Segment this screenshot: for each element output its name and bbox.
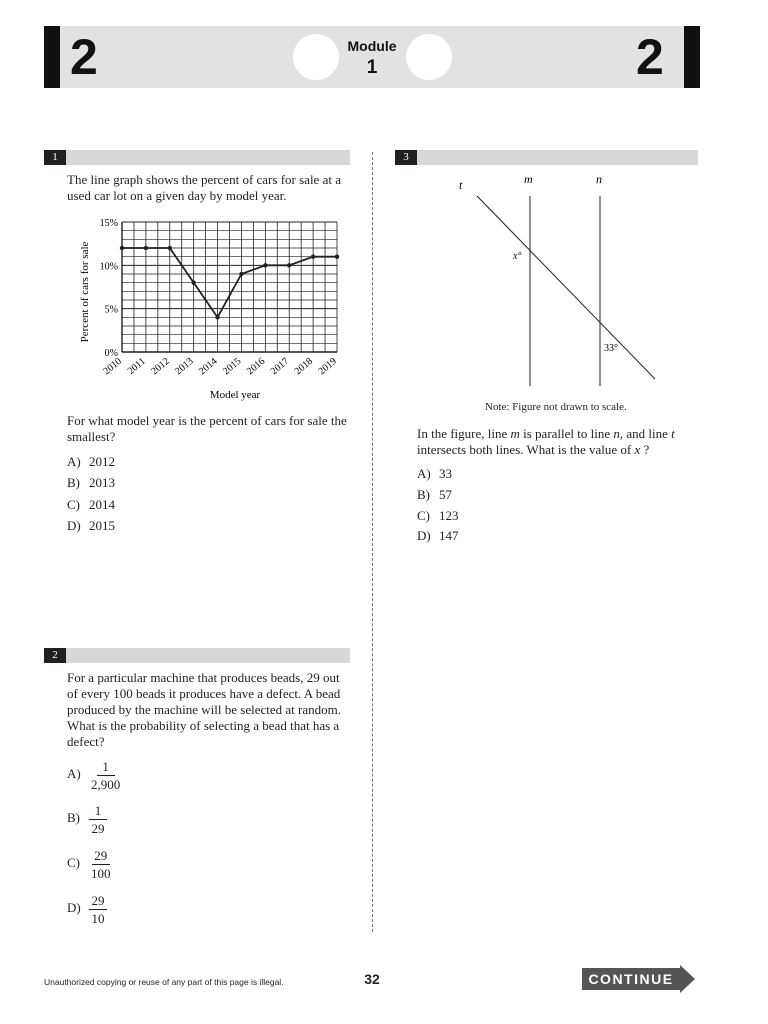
prompt-text: In the figure, line: [417, 426, 511, 441]
data-point: [144, 246, 148, 250]
q2-choice-b[interactable]: [67, 803, 107, 836]
fraction: [89, 848, 113, 881]
q2-choice-d[interactable]: [67, 893, 107, 926]
choice-letter: B): [417, 487, 430, 502]
x-tick-label: 2015: [220, 355, 244, 378]
choice-letter: D): [417, 528, 431, 543]
header-right-bar: [684, 26, 700, 88]
prompt-text: is parallel to line: [519, 426, 614, 441]
x-tick-label: 2011: [125, 355, 148, 377]
header-circle-right: [406, 34, 452, 80]
section-number-right: 2: [636, 29, 664, 85]
question-2-prompt: For a particular machine that produces beads, 29 out of every 100 beads it produces have a defect. A bead produced by the machine will be selected at random. What is the probability of selecting a bead that has a defect?: [67, 670, 341, 749]
x-tick-label: 2018: [292, 355, 316, 378]
var-t: t: [671, 426, 675, 441]
prompt-text: ?: [640, 442, 650, 457]
q1-choice-c[interactable]: [67, 497, 115, 513]
numerator: 29: [92, 848, 110, 865]
choice-text: 2015: [89, 518, 115, 533]
question-2-header: [44, 648, 350, 663]
fraction: [89, 803, 107, 836]
choice-text: 2014: [89, 497, 115, 512]
data-point: [263, 263, 267, 267]
fraction: [89, 759, 122, 792]
label-t: t: [459, 178, 463, 192]
q3-choice-c[interactable]: [417, 508, 459, 524]
chart-y-axis-label: Percent of cars for sale: [79, 241, 91, 343]
line-chart: [60, 210, 360, 410]
section-number-left: 2: [70, 29, 98, 85]
var-x: x: [634, 442, 641, 457]
numerator: 1: [97, 759, 115, 776]
angle-x-label: x°: [513, 251, 522, 262]
question-3-header: [395, 150, 698, 165]
denominator: 10: [91, 911, 105, 926]
q2-choice-a[interactable]: [67, 759, 122, 792]
prompt-text: intersects both lines. What is the value of: [417, 442, 635, 457]
numerator: 1: [89, 803, 107, 820]
var-m: m: [510, 426, 520, 441]
q1-choice-a[interactable]: [67, 454, 115, 470]
data-point: [239, 272, 243, 276]
chart-x-axis-label: Model year: [209, 389, 261, 401]
x-tick-label: 2012: [149, 355, 172, 378]
q3-choice-b[interactable]: [417, 487, 452, 503]
page-number: 32: [364, 971, 380, 987]
choice-text: 33: [439, 466, 452, 481]
y-tick-label: 0%: [104, 348, 118, 359]
choice-text: 57: [439, 487, 452, 502]
data-point: [311, 254, 315, 258]
choice-letter: A): [417, 466, 431, 481]
choice-letter: B): [67, 475, 80, 490]
figure-note: Note: Figure not drawn to scale.: [485, 401, 627, 413]
denominator: 100: [91, 866, 111, 881]
x-tick-label: 2017: [268, 355, 292, 378]
question-1-question: For what model year is the percent of cars for sale the smallest?: [67, 413, 347, 444]
q3-choice-a[interactable]: [417, 466, 452, 482]
choice-letter: A): [67, 766, 81, 782]
y-tick-label: 10%: [99, 261, 118, 273]
choice-text: 2012: [89, 454, 115, 469]
q3-choice-d[interactable]: [417, 528, 459, 544]
choice-letter: B): [67, 810, 80, 826]
choice-letter: D): [67, 900, 81, 916]
q1-choice-b[interactable]: [67, 475, 115, 491]
geometry-figure: [440, 168, 680, 393]
label-n: n: [596, 172, 602, 186]
fraction: [89, 893, 107, 926]
chart-x-ticks: [102, 356, 339, 377]
choice-text: 2013: [89, 475, 115, 490]
data-point: [120, 246, 124, 250]
choice-text: 147: [439, 528, 459, 543]
data-point: [287, 263, 291, 267]
continue-label[interactable]: CONTINUE: [588, 971, 674, 987]
line-t: [477, 196, 655, 379]
continue-arrow-icon[interactable]: [680, 965, 695, 993]
x-tick-label: 2010: [101, 355, 124, 378]
x-tick-label: 2016: [244, 355, 268, 378]
data-point: [191, 280, 195, 284]
column-divider: [372, 152, 373, 932]
chart-y-ticks: [100, 218, 118, 359]
data-point: [215, 315, 219, 319]
header-left-bar: [44, 26, 60, 88]
q1-choice-d[interactable]: [67, 518, 115, 534]
question-1-prompt: The line graph shows the percent of cars for sale at a used car lot on a given day by model year.: [67, 172, 341, 203]
data-point: [335, 254, 339, 258]
question-1-header: [44, 150, 350, 165]
q2-choice-c[interactable]: [67, 848, 113, 881]
label-m: m: [524, 172, 533, 186]
x-tick-label: 2019: [316, 355, 339, 378]
var-n: n: [613, 426, 620, 441]
chart-grid: [122, 222, 337, 352]
question-3-number: 3: [395, 150, 417, 165]
denominator: 2,900: [91, 777, 121, 792]
denominator: 29: [91, 821, 105, 836]
choice-letter: C): [417, 508, 430, 523]
choice-letter: D): [67, 518, 81, 533]
data-point: [168, 246, 172, 250]
choice-letter: C): [67, 855, 80, 871]
x-tick-label: 2014: [197, 355, 220, 378]
choice-text: 123: [439, 508, 459, 523]
y-tick-label: 15%: [99, 218, 118, 229]
question-3-prompt: [417, 426, 697, 458]
choice-letter: A): [67, 454, 81, 469]
numerator: 29: [89, 893, 107, 910]
x-tick-label: 2013: [173, 355, 196, 378]
copyright-notice: Unauthorized copying or reuse of any part of this page is illegal.: [44, 977, 284, 987]
choice-letter: C): [67, 497, 80, 512]
angle-33-label: 33°: [604, 343, 618, 354]
y-tick-label: 5%: [104, 304, 118, 316]
question-2-number: 2: [44, 648, 66, 663]
prompt-text: , and line: [619, 426, 672, 441]
question-1-number: 1: [44, 150, 66, 165]
module-number: 1: [366, 57, 378, 78]
module-label: Module: [347, 38, 397, 54]
